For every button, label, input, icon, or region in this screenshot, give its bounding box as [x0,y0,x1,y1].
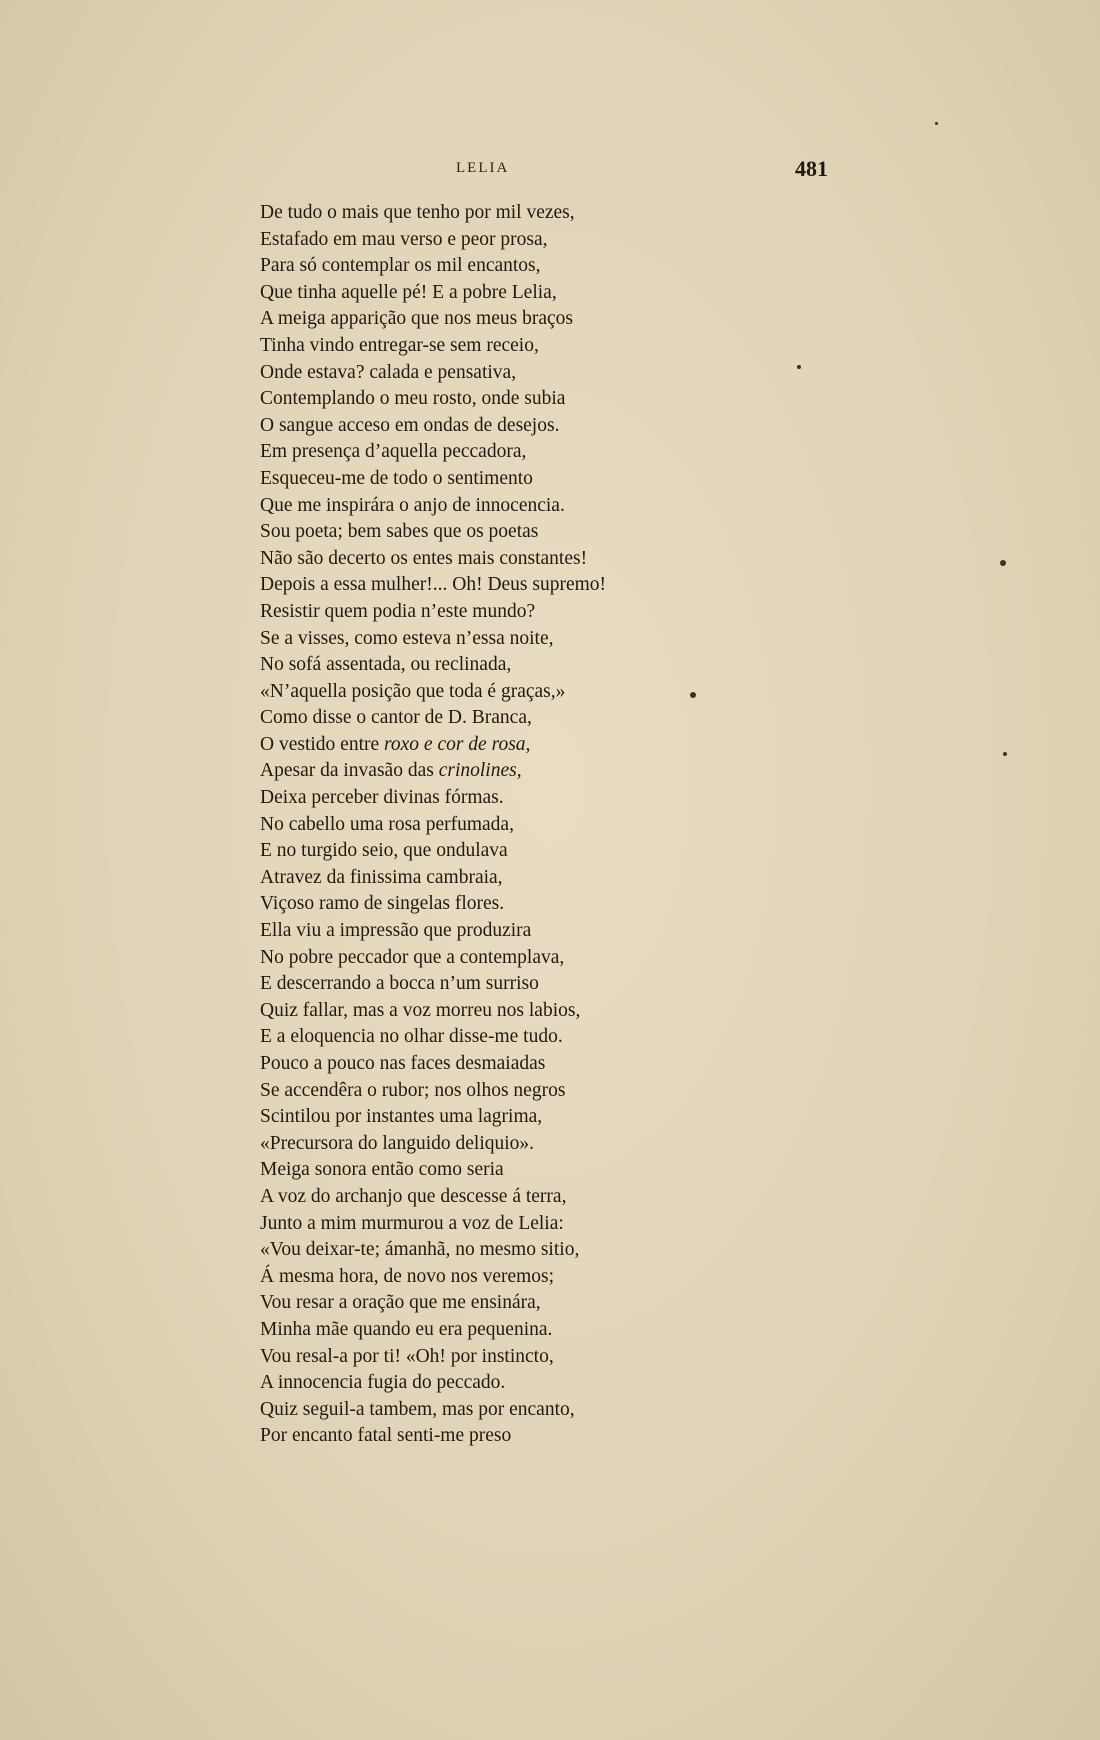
paper-speck [1000,560,1006,566]
poem-line-italic-phrase [260,732,606,759]
poem-line: Quiz seguil-a tambem, mas por encanto, [260,1398,575,1420]
poem-line: Se a visses, como esteva n’essa noite, [260,627,554,649]
poem-line: «Precursora do languido deliquio». [260,1132,535,1154]
poem-line: Se accendêra o rubor; nos olhos negros [260,1079,566,1101]
line-prefix: O vestido entre [260,733,385,755]
poem-line: Meiga sonora então como seria [260,1159,504,1181]
poem-line: Atravez da finissima cambraia, [260,866,503,888]
poem-line: Minha mãe quando eu era pequenina. [260,1318,553,1340]
paper-speck [690,692,696,698]
poem-line: Resistir quem podia n’este mundo? [260,600,536,622]
poem-line: Para só contemplar os mil encantos, [260,255,541,277]
poem-line: Vou resar a oração que me ensinára, [260,1292,541,1314]
running-header-title: LELIA [456,160,510,176]
poem-line: Á mesma hora, de novo nos veremos; [260,1265,555,1287]
poem-line: Ella viu a impressão que produzira [260,920,532,942]
poem-line: Viçoso ramo de singelas flores. [260,893,505,915]
poem-line: A innocencia fugia do peccado. [260,1372,506,1394]
paper-speck [797,365,801,369]
paper-speck [935,122,938,125]
poem-line: No sofá assentada, ou reclinada, [260,654,512,676]
poem-line: Scintilou por instantes uma lagrima, [260,1106,543,1128]
poem-line: Pouco a pouco nas faces desmaiadas [260,1053,546,1074]
poem-line: Que me inspirára o anjo de innocencia. [260,494,565,516]
italic-phrase: crinolines, [438,760,522,782]
poem-line: Depois a essa mulher!... Oh! Deus supremo! [260,574,607,596]
poem-line: Onde estava? calada e pensativa, [260,361,517,383]
poem-line: Quiz fallar, mas a voz morreu nos labios, [260,999,581,1021]
poem-line: Vou resal-a por ti! «Oh! por instincto, [260,1345,554,1367]
poem-line: Que tinha aquelle pé! E a pobre Lelia, [260,281,557,303]
poem-line: E no turgido seio, que ondulava [260,840,508,862]
poem-line: Esqueceu-me de todo o sentimento [260,467,533,489]
poem-line: E a eloquencia no olhar disse-me tudo. [260,1026,563,1048]
poem-line: Estafado em mau verso e peor prosa, [260,228,548,250]
poem-line: Sou poeta; bem sabes que os poetas [260,521,539,543]
poem-line: Por encanto fatal senti-me preso [260,1425,512,1447]
poem-line: «Vou deixar-te; ámanhã, no mesmo sitio, [260,1239,580,1261]
poem-line-italic-phrase [260,758,606,785]
poem-line: Como disse o cantor de D. Branca, [260,707,532,729]
poem-line: Deixa perceber divinas fórmas. [260,787,504,809]
paper-speck [1003,752,1007,756]
italic-phrase: roxo e cor de rosa, [384,733,531,755]
poem-line: A meiga apparição que nos meus braços [260,308,573,330]
poem-line: Tinha vindo entregar-se sem receio, [260,334,539,356]
line-prefix: Apesar da invasão das [260,760,439,782]
poem-text [260,200,606,1450]
page-number: 481 [795,156,828,181]
poem-line: Contemplando o meu rosto, onde subia [260,388,566,410]
poem-line: A voz do archanjo que descesse á terra, [260,1185,567,1207]
poem-line: De tudo o mais que tenho por mil vezes, [260,202,575,223]
poem-line: «N’aquella posição que toda é graças,» [260,680,566,702]
poem-line: No cabello uma rosa perfumada, [260,813,514,835]
poem-line: E descerrando a bocca n’um surriso [260,973,539,995]
poem-line: Em presença d’aquella peccadora, [260,441,527,463]
poem-line: O sangue acceso em ondas de desejos. [260,414,560,436]
poem-line: Não são decerto os entes mais constantes! [260,547,588,569]
poem-line: Junto a mim murmurou a voz de Lelia: [260,1212,564,1234]
poem-line: No pobre peccador que a contemplava, [260,946,565,968]
